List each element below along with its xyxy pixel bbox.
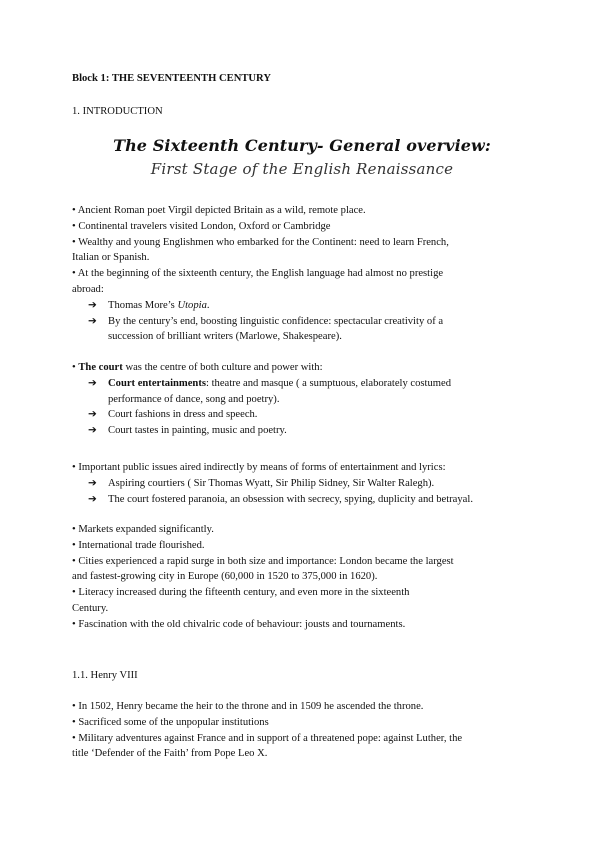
bullet-line: • Wealthy and young Englishmen who embarked for the Continent: need to learn French, (72, 236, 449, 248)
bullet-line: title ‘Defender of the Faith’ from Pope Leo X. (72, 748, 268, 760)
bullet-line: • In 1502, Henry became the heir to the throne and in 1509 he ascended the throne. (72, 701, 424, 712)
bullet-line: • At the beginning of the sixteenth century, the English language had almost no prestige (72, 268, 444, 280)
bullet-line: • Fascination with the old chivalric code of behaviour: jousts and tournaments. (72, 618, 406, 630)
sub-item-court-entertainments: ➔ Court entertainments: theatre and masque ( a sumptuous, elaborately costumed performance of dance, song and poetry). (88, 377, 452, 405)
arrow-icon: ➔ (88, 493, 97, 505)
bullet-line: • The court was the centre of both culture and power with: (72, 362, 323, 373)
bullet-group-public-issues (72, 460, 473, 507)
arrow-icon: ➔ (88, 477, 97, 489)
sub-item-paranoia: ➔ The court fostered paranoia, an obsession with secrecy, spying, duplicity and betrayal. (72, 492, 473, 508)
bullet-line: • Continental travelers visited London, Oxford or Cambridge (72, 220, 331, 232)
bullet-line: abroad: (72, 283, 104, 295)
bullet-line: • Literacy increased during the fifteenth century, and even more in the sixteenth (72, 587, 410, 599)
sub-item-linguistic-confidence: ➔ By the century’s end, boosting linguistic confidence: spectacular creativity of a succession of brilliant writers (Marlowe, Shakespeare). (88, 315, 444, 343)
book-title-utopia: Utopia (177, 299, 207, 311)
main-title: The Sixteenth Century- General overview: (113, 136, 491, 155)
section-heading-introduction: 1. INTRODUCTION (72, 106, 163, 117)
arrow-icon: ➔ (88, 377, 97, 389)
arrow-icon: ➔ (88, 409, 97, 421)
arrow-icon: ➔ (88, 315, 97, 327)
sub-item-utopia: ➔ Thomas More’s Utopia. (72, 298, 449, 314)
bullet-line: Italian or Spanish. (72, 252, 150, 264)
term-the-court: The court (78, 362, 123, 373)
bullet-line: • Military adventures against France and in support of a threatened pope: against Luther, the (72, 732, 463, 744)
bullet-group-economy (72, 522, 454, 633)
bullet-line: • Markets expanded significantly. (72, 524, 214, 535)
section-heading-henry-viii: 1.1. Henry VIII (72, 670, 138, 681)
bullet-line: • International trade flourished. (72, 539, 205, 551)
bullet-line: • Ancient Roman poet Virgil depicted Britain as a wild, remote place. (72, 205, 366, 216)
bullet-group-court (72, 360, 451, 439)
arrow-icon: ➔ (88, 425, 97, 437)
block-title: Block 1: THE SEVENTEENTH CENTURY (72, 73, 271, 84)
sub-item-court-fashions: ➔ Court fashions in dress and speech. (72, 407, 451, 423)
arrow-icon: ➔ (88, 299, 97, 311)
bullet-line: • Important public issues aired indirectly by means of forms of entertainment and lyrics: (72, 462, 446, 473)
sub-item-court-tastes: ➔ Court tastes in painting, music and poetry. (72, 423, 451, 439)
bullet-line: Century. (72, 602, 109, 614)
subtitle: First Stage of the English Renaissance (150, 160, 454, 178)
bullet-line: and fastest-growing city in Europe (60,000 in 1520 to 375,000 in 1620). (72, 571, 378, 583)
bullet-group-henry (72, 699, 462, 762)
term-court-entertainments: Court entertainments (108, 377, 206, 389)
bullet-line: • Cities experienced a rapid surge in both size and importance: London became the largest (72, 555, 454, 567)
bullet-line: • Sacrificed some of the unpopular institutions (72, 716, 269, 728)
sub-item-aspiring-courtiers: ➔ Aspiring courtiers ( Sir Thomas Wyatt, Sir Philip Sidney, Sir Walter Ralegh). (72, 476, 473, 492)
bullet-group-britain (72, 203, 449, 345)
